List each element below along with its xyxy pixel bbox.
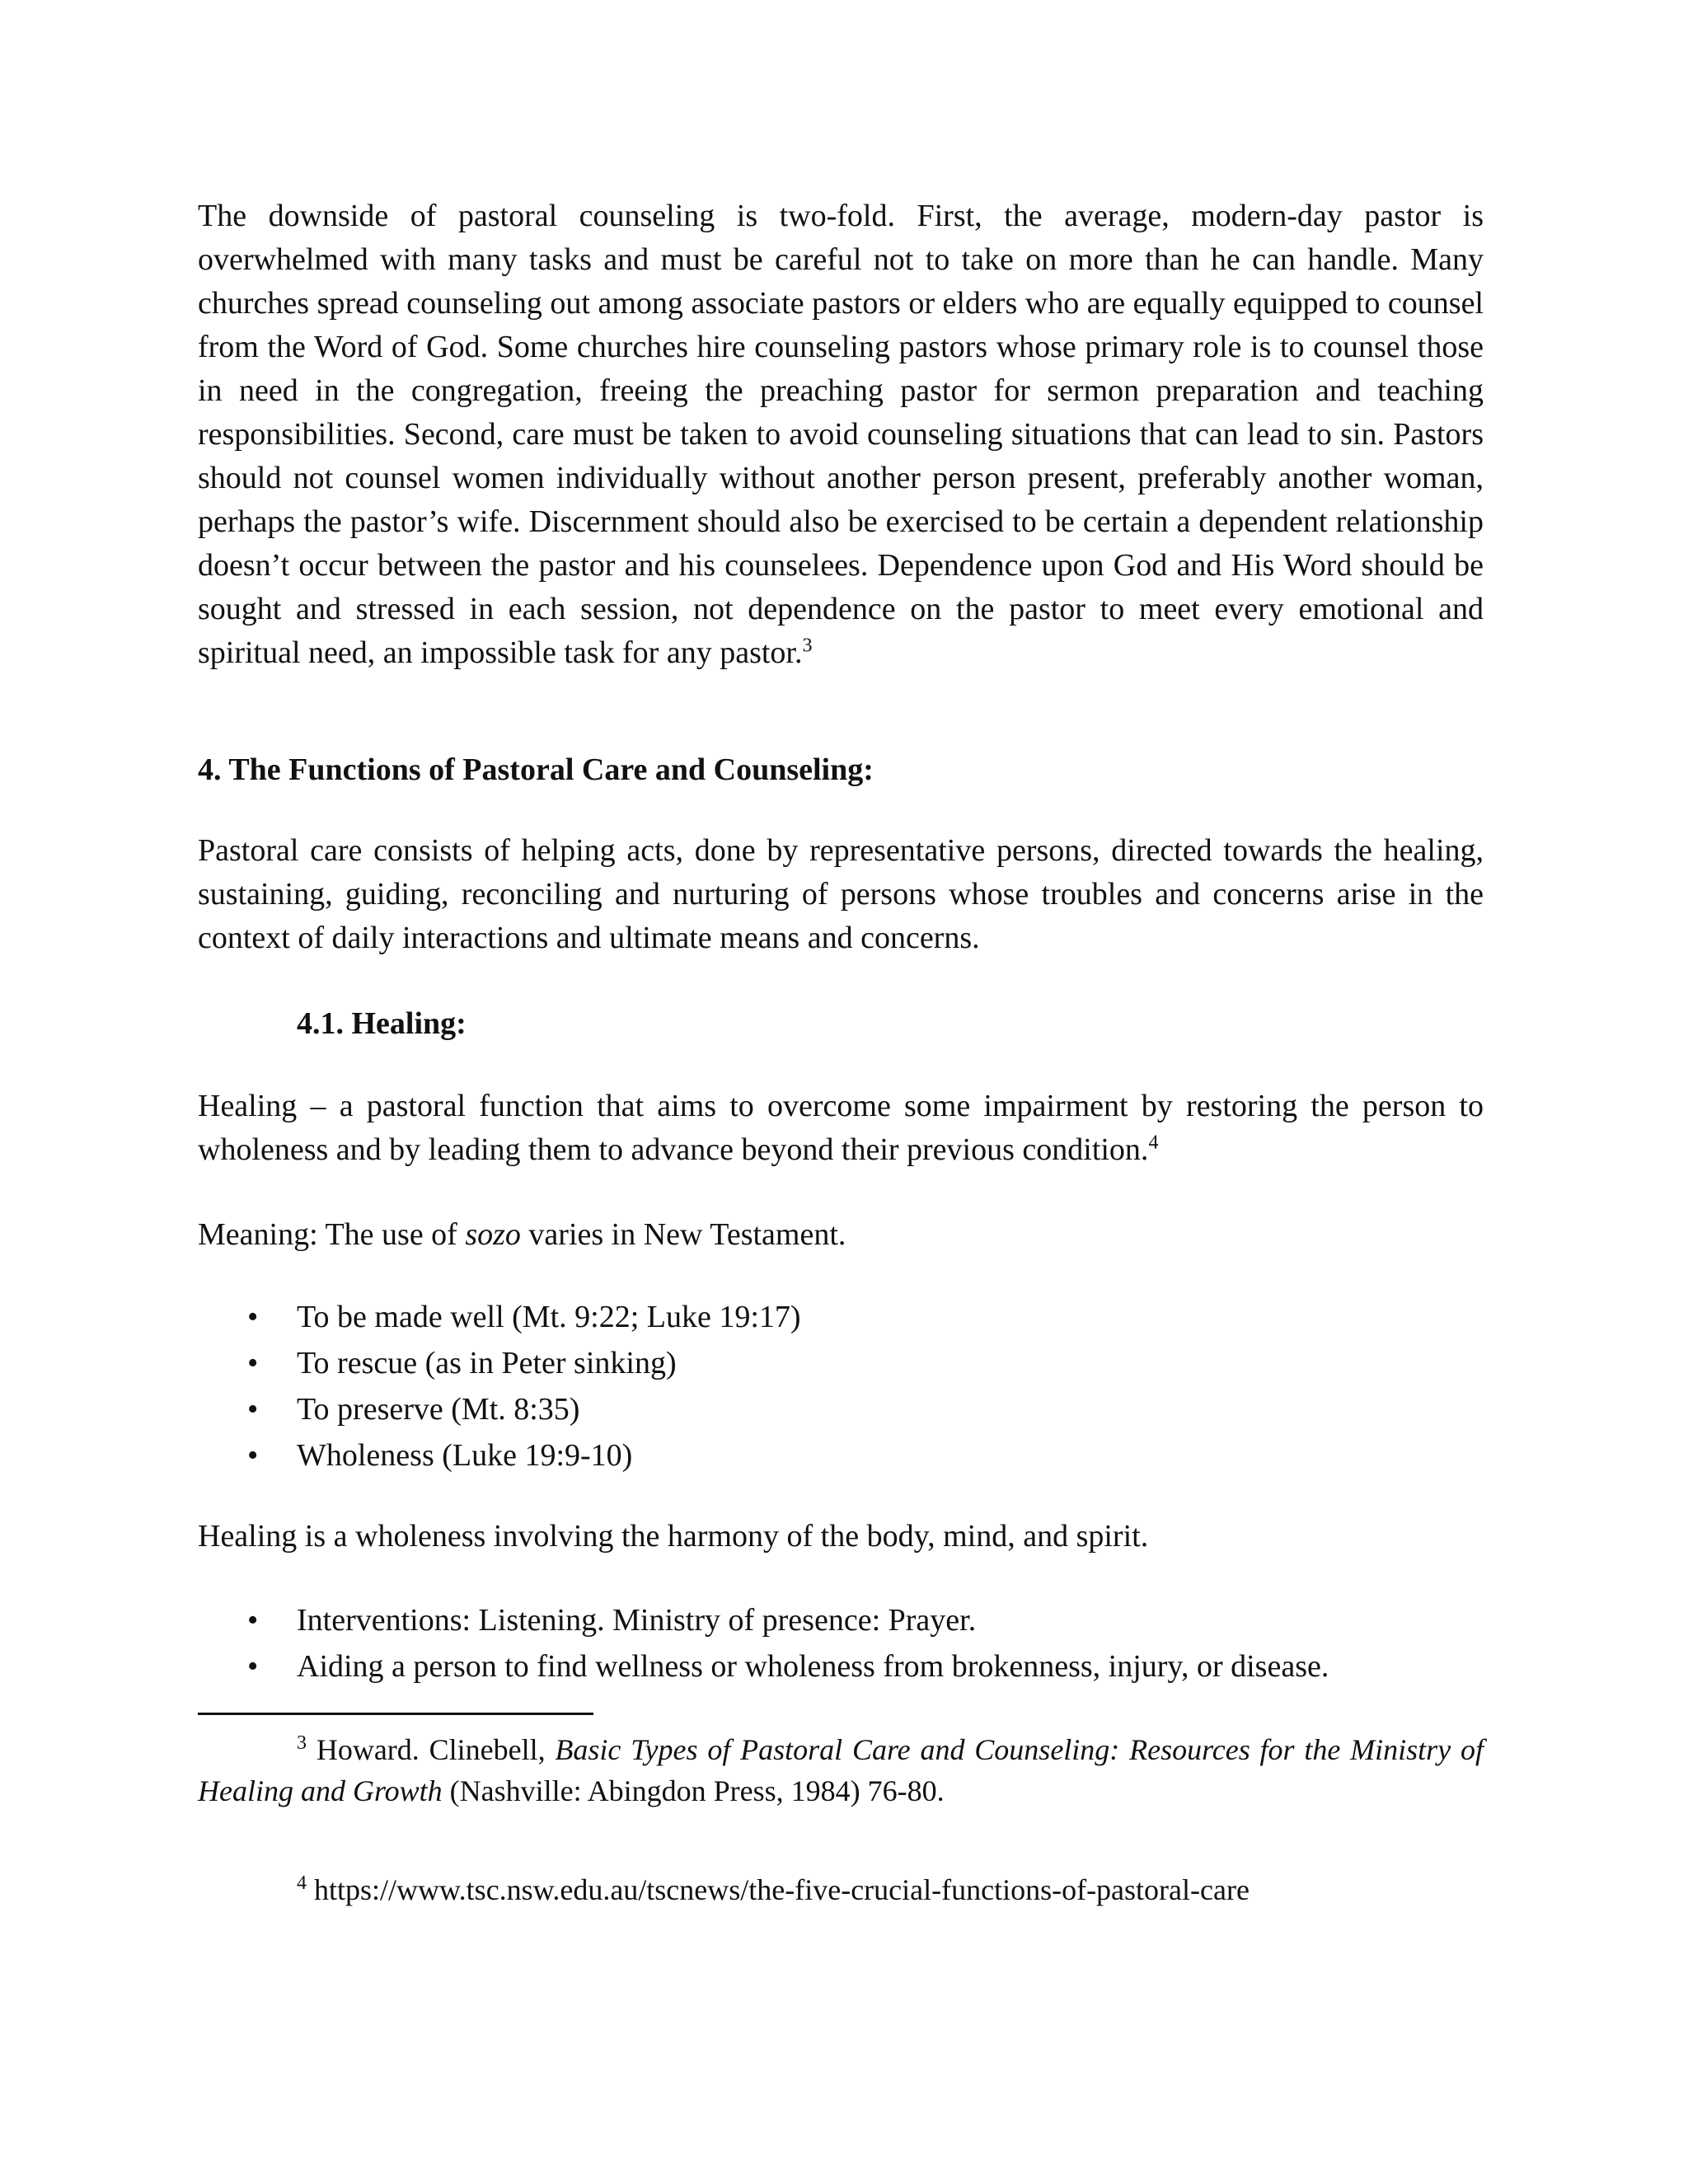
footnote-url-link[interactable]: https://www.tsc.nsw.edu.au/tscnews/the-five-crucial-functions-of-pastoral-care	[307, 1873, 1250, 1906]
bullet-icon: •	[247, 1438, 259, 1473]
list-item-text: Aiding a person to find wellness or wholeness from brokenness, injury, or disease.	[297, 1649, 1329, 1684]
footnote-book-title: Basic Types of Pastoral Care and Counseling: Resources for the Ministry of Healing and Growth	[198, 1733, 1484, 1807]
bullet-icon: •	[247, 1346, 259, 1380]
bullet-icon: •	[247, 1300, 259, 1334]
list-item-text: To preserve (Mt. 8:35)	[297, 1392, 580, 1427]
paragraph-text: The downside of pastoral counseling is two-fold. First, the average, modern-day pastor is overwhelmed with many tasks and must be careful not to take on more than he can handle. Many churches spread counseling out among associate pastors or elders who are equally equipped to counsel from the Word of God. Some churches hire counseling pastors whose primary role is to counsel those in need in the congregation, freeing the preaching pastor for sermon preparation and teaching responsibilities. Second, care must be taken to avoid counseling situations that can lead to sin. Pastors should not counsel women individually without another person present, preferably another woman, perhaps the pastor’s wife. Discernment should also be exercised to be certain a dependent relationship doesn’t occur between the pastor and his counselees. Dependence upon God and His Word should be sought and stressed in each session, not dependence on the pastor to meet every emotional and spiritual need, an impossible task for any pastor.	[198, 199, 1484, 670]
list-item	[198, 1386, 1484, 1432]
meaning-suffix: varies in New Testament.	[520, 1217, 846, 1252]
paragraph-text: Healing – a pastoral function that aims to overcome some impairment by restoring the person to wholeness and by leading them to advance beyond their previous condition.	[198, 1089, 1484, 1167]
paragraph-pastoral-care-definition: Pastoral care consists of helping acts, done by representative persons, directed towards the healing, sustaining, guiding, reconciling and nurturing of persons whose troubles and concerns arise in the context of daily interactions and ultimate means and concerns.	[198, 833, 1484, 955]
footnote-4	[198, 1869, 1484, 1910]
healing-interventions-list	[198, 1597, 1484, 1690]
term-sozo: sozo	[465, 1217, 521, 1252]
list-item	[198, 1340, 1484, 1386]
list-item	[198, 1643, 1484, 1690]
footnote-number: 3	[297, 1732, 307, 1754]
footnote-number: 4	[297, 1872, 307, 1894]
paragraph-sozo-meaning	[198, 1213, 1484, 1257]
paragraph-healing-definition	[198, 1085, 1484, 1172]
footnote-ref-4[interactable]: 4	[1148, 1132, 1159, 1154]
subsection-heading-healing: 4.1. Healing:	[297, 1006, 467, 1041]
list-item-text: To rescue (as in Peter sinking)	[297, 1346, 677, 1380]
footnote-separator	[198, 1713, 593, 1715]
paragraph-pastoral-counseling-downside	[198, 194, 1484, 675]
list-item-text: To be made well (Mt. 9:22; Luke 19:17)	[297, 1300, 801, 1334]
section-heading-functions: 4. The Functions of Pastoral Care and Counseling:	[198, 752, 874, 787]
sozo-meaning-list	[198, 1294, 1484, 1479]
footnote-ref-3[interactable]: 3	[802, 635, 813, 657]
paragraph-healing-wholeness: Healing is a wholeness involving the harmony of the body, mind, and spirit.	[198, 1519, 1149, 1554]
list-item	[198, 1294, 1484, 1340]
bullet-icon: •	[247, 1392, 259, 1427]
list-item-text: Wholeness (Luke 19:9-10)	[297, 1438, 633, 1473]
footnote-author: Howard. Clinebell,	[307, 1733, 556, 1766]
list-item	[198, 1432, 1484, 1479]
bullet-icon: •	[247, 1603, 259, 1638]
footnote-3	[198, 1729, 1484, 1811]
list-item	[198, 1597, 1484, 1643]
meaning-prefix: Meaning: The use of	[198, 1217, 466, 1252]
footnote-publication: (Nashville: Abingdon Press, 1984) 76-80.	[442, 1774, 945, 1807]
bullet-icon: •	[247, 1649, 259, 1684]
list-item-text: Interventions: Listening. Ministry of presence: Prayer.	[297, 1603, 977, 1638]
